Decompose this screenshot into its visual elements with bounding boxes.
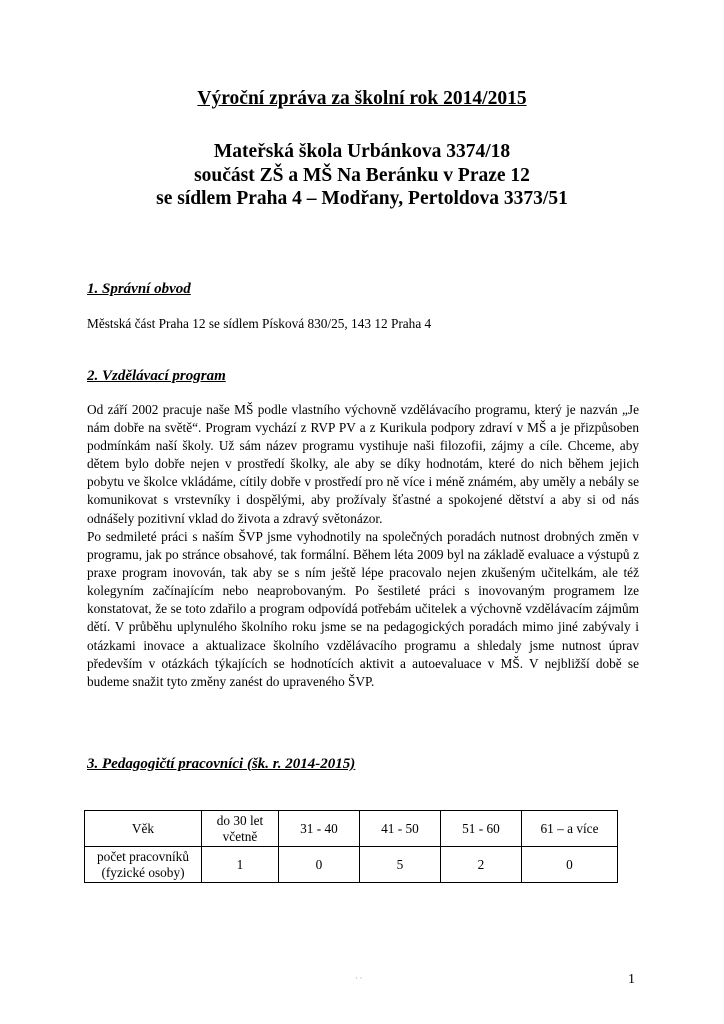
table-header-cell: do 30 let včetně (202, 811, 279, 847)
school-name-line: Mateřská škola Urbánkova 3374/18 (213, 141, 511, 162)
school-affiliation-line: součást ZŠ a MŠ Na Beránku v Praze 12 (194, 164, 530, 186)
table-header-cell: 41 - 50 (360, 811, 441, 847)
section-2-paragraph-2: Po sedmileté práci s naším ŠVP jsme vyhodnotily na společných poradách nutnost drobných změn v programu, jak po stránce obsahové, tak formální. Během léta 2009 byl na základě evaluace a výstupů z praxe program inovován, tak aby se s ním ještě lépe pracovalo nejen zkušeným učitelkám, ale též kolegyním začínajícím nebo neaprobovaným. Po šestileté práci s inovovaným programem lze konstatovat, že se toto zdařilo a program odpovídá potřebám učitelek a výchovně vzdělávacím zájmům dětí. V průběhu uplynulého školního roku jsme se na pedagogických poradách mimo jiné zabývaly i otázkami inovace a aktualizace školního vzdělávacího programu a shledaly jsme nutnost úprav především v otázkách týkajících se hodnotících aktivit a autoevaluace v MŠ. V nejbližší době se budeme snažit tyto změny zanést do upraveného ŠVP. (87, 529, 639, 689)
page-number: 1 (628, 972, 635, 987)
section-2-paragraph-1: Od září 2002 pracuje naše MŠ podle vlastního výchovně vzdělávacího programu, který je nazván „Je nám dobře na světě“. Program vychází z RVP PV a z Kurikula podpory zdraví v MŠ a je přizpůsoben podmínkám naší školy. Už sám název programu vystihuje naši filozofii, zájmy a cíle. Chceme, aby dětem bylo dobře nejen v prostředí školky, ale aby se díky hodnotám, které do nich během jejich pobytu ve školce vkládáme, cítily dobře v prostředí pro ně více i méně známém, aby uměly a nebály se komunikovat s vrstevníky i dospělými, aby prožívaly šťastné a spokojené dětství a aby si od nás odnášely pozitivní vklad do života a zdravý světonázor. (87, 402, 639, 526)
table-cell: 1 (202, 847, 279, 883)
staff-age-table (84, 810, 618, 883)
report-title: Výroční zpráva za školní rok 2014/2015 (197, 88, 527, 109)
table-cell: 0 (522, 847, 618, 883)
footer-mark: · · (355, 974, 363, 983)
table-cell: 5 (360, 847, 441, 883)
section-1-heading: 1. Správní obvod (87, 281, 191, 297)
table-header-cell: 61 – a více (522, 811, 618, 847)
table-header-cell: Věk (85, 811, 202, 847)
section-1-text: Městská část Praha 12 se sídlem Písková 830/25, 143 12 Praha 4 (87, 316, 432, 331)
section-3-heading: 3. Pedagogičtí pracovníci (šk. r. 2014-2015) (87, 756, 356, 772)
table-header-cell: 31 - 40 (279, 811, 360, 847)
table-cell: 0 (279, 847, 360, 883)
table-row (85, 847, 618, 883)
table-header-row (85, 811, 618, 847)
table-header-cell: 51 - 60 (441, 811, 522, 847)
section-2-heading: 2. Vzdělávací program (87, 368, 226, 384)
school-name-block (0, 140, 724, 211)
table-row-label: počet pracovníků (fyzické osoby) (85, 847, 202, 883)
school-address-line: se sídlem Praha 4 – Modřany, Pertoldova 3373/51 (156, 188, 568, 209)
table-cell: 2 (441, 847, 522, 883)
